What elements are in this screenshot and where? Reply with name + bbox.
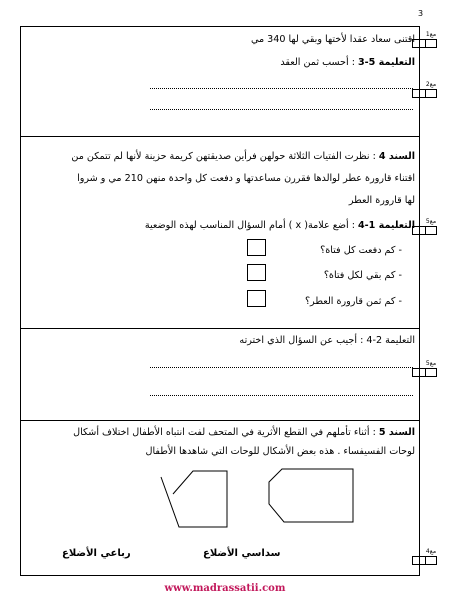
sanad-5-line-2: لوحات الفسيفساء . هذه بعض الأشكال للوحات التي شاهدها الأطفال (145, 446, 415, 457)
answer-line[interactable] (150, 395, 413, 396)
sanad-label: السند 5 (378, 427, 415, 438)
answer-line[interactable] (150, 367, 413, 368)
sanad-label: السند 4 (378, 151, 415, 162)
footer-url: www.madrassatii.com (164, 583, 286, 594)
option-checkbox[interactable] (247, 290, 266, 307)
label-hexagon: سداسي الأضلاع (203, 548, 281, 559)
option-checkbox[interactable] (247, 264, 266, 281)
sanad-text: : نظرت الفتيات الثلاثة حولهن فرأين صديقتهن كريمة حزينة لأنها لم تتمكن من (71, 151, 379, 162)
criterion-label: مع4 (425, 548, 437, 555)
instruction-4-1 (145, 220, 415, 232)
criterion-label: مع2 (425, 81, 437, 88)
criterion-score-box[interactable] (412, 39, 437, 48)
hexagon-shape (269, 469, 353, 522)
page-number: 3 (418, 9, 424, 18)
criterion-label: مع5 (425, 360, 437, 367)
sanad-text: : أثناء تأملهم في القطع الأثرية في المتحف لفت انتباه الأطفال اختلاف أشكال (73, 427, 379, 438)
instruction-text: : أحسب ثمن العقد (280, 57, 358, 68)
question-option: - كم ثمن قارورة العطر؟ (304, 296, 402, 307)
sanad-4-line-3: لها قارورة العطر (348, 195, 415, 206)
label-quadrilateral: رباعي الأضلاع (62, 548, 131, 559)
question-option: - كم بقي لكل فتاة؟ (323, 270, 402, 281)
answer-line[interactable] (150, 109, 413, 110)
instruction-label: التعليمة 1-4 (357, 220, 415, 231)
instruction-text: : أضع علامة( x ) أمام السؤال المناسب لهذه الوضعية (144, 220, 358, 231)
instruction-label: التعليمة 5-3 (357, 57, 415, 68)
option-checkbox[interactable] (247, 239, 266, 256)
criterion-score-box[interactable] (412, 89, 437, 98)
instruction-4-2: التعليمة 2-4 : أجيب عن السؤال الذي اخترته (239, 335, 415, 346)
quadrilateral-shape (161, 471, 227, 527)
section1-statement: اقتنى سعاد عقدا لأختها وبقي لها 340 مي (250, 34, 415, 45)
criterion-label: مع1 (425, 31, 437, 38)
instruction-3-5 (280, 57, 415, 69)
criterion-score-box[interactable] (412, 368, 437, 377)
criterion-label: مع5 (425, 218, 437, 225)
section-divider-2 (20, 328, 420, 329)
question-option: - كم دفعت كل فتاة؟ (320, 245, 402, 256)
sanad-4-line-2: اقتناء قارورة عطر لوالدها فقررن مساعدتها و دفعت كل واحدة منهن 210 مي و شروا (77, 173, 415, 184)
criterion-score-box[interactable] (412, 226, 437, 235)
answer-line[interactable] (150, 88, 413, 89)
section-divider-1 (20, 136, 420, 137)
sanad-4-line-1 (71, 151, 415, 163)
